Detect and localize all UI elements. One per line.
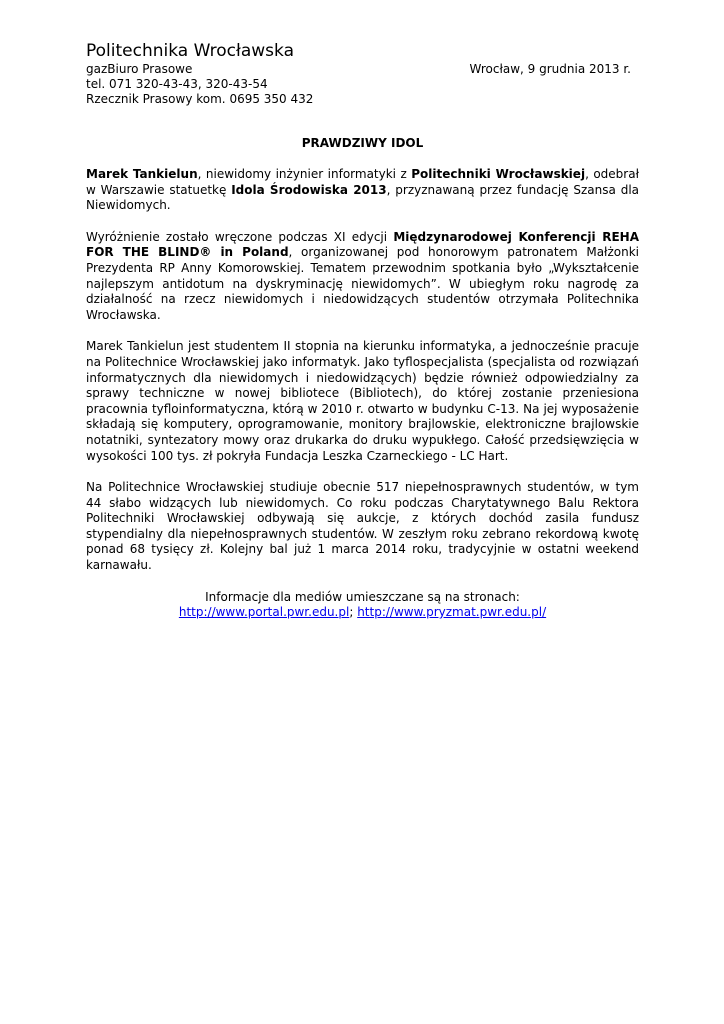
paragraph-2 bbox=[86, 230, 639, 324]
text: , niewidomy inżynier informatyki z bbox=[197, 167, 412, 181]
text: , organizowanej pod honorowym patronatem Małżonki Prezydenta RP Anny Komorowskiej. Tematem przewodnim spotkania było „Wykształcenie najlepszym antidotum na dyskryminację niewidomych”. W ubiegłym roku nagrodę za działalność na rzecz niewidomych i niedowidzących studentów otrzymała Politechnika Wrocławska. bbox=[86, 245, 639, 322]
media-info bbox=[86, 590, 639, 621]
press-office: gazBiuro Prasowe bbox=[86, 62, 193, 76]
page-title: PRAWDZIWY IDOL bbox=[301, 136, 424, 150]
links-row bbox=[86, 605, 639, 621]
organization-name: Politechnika Wrocławska bbox=[86, 41, 294, 61]
pryzmat-link[interactable]: http://www.pryzmat.pwr.edu.pl/ bbox=[357, 605, 547, 620]
release-date: Wrocław, 9 grudnia 2013 r. bbox=[469, 62, 631, 76]
text: , przyznawaną przez fundację Szansa dla Niewidomych. bbox=[86, 182, 640, 213]
header-row bbox=[86, 62, 639, 77]
paragraph-4: Na Politechnice Wrocławskiej studiuje obecnie 517 niepełnosprawnych studentów, w tym 44 słabo widzących lub niewidomych. Co roku podczas Charytatywnego Balu Rektora Politechniki Wrocławskiej odbywają się aukcje, z których dochód zasila fundusz stypendialny dla niepełnosprawnych studentów. W zeszłym roku zebrano rekordową kwotę ponad 68 tysięcy zł. Kolejny bal już 1 marca 2014 roku, tradycyjnie w ostatni weekend karnawału. bbox=[86, 480, 639, 573]
bold-text: Idola Środowiska 2013 bbox=[231, 182, 387, 197]
bold-text: Międzynarodowej Konferencji REHA FOR THE BLIND® in Poland bbox=[86, 229, 639, 260]
phone-numbers: tel. 071 320-43-43, 320-43-54 bbox=[86, 77, 268, 91]
text: Wyróżnienie zostało wręczone podczas XI edycji bbox=[86, 229, 394, 244]
paragraph-3: Marek Tankielun jest studentem II stopnia na kierunku informatyka, a jednocześnie pracuje na Politechnice Wrocławskiej jako informatyk. Jako tyflospecjalista (specjalista od rozwiązań informatycznych dla niewidomych i niedowidzących) będzie również odpowiedzialny za sprawy techniczne w nowej bibliotece (Bibliotech), do której zostanie przeniesiona pracownia tyfloinformatyczna, którą w 2010 r. otwarto w budynku C-13. Na jej wyposażenie składają się komputery, oprogramowanie, monitory brajlowskie, elektroniczne brajlowskie notatniki, syntezatory mowy oraz drukarka do druku wypukłego. Całość przedsięwzięcia w wysokości 100 tys. zł pokryła Fundacja Leszka Czarneckiego - LC Hart. bbox=[86, 339, 639, 463]
press-release bbox=[86, 40, 639, 621]
media-info-text: Informacje dla mediów umieszczane są na stronach: bbox=[205, 589, 520, 604]
text: , odebrał w Warszawie statuetkę bbox=[86, 167, 639, 197]
portal-link[interactable]: http://www.portal.pwr.edu.pl bbox=[178, 605, 350, 620]
link-separator: ; bbox=[349, 605, 358, 620]
bold-text: Marek Tankielun bbox=[86, 167, 198, 181]
paragraph-1 bbox=[86, 167, 639, 214]
spokesperson-contact: Rzecznik Prasowy kom. 0695 350 432 bbox=[86, 92, 314, 106]
bold-text: Politechniki Wrocławskiej bbox=[411, 167, 586, 181]
